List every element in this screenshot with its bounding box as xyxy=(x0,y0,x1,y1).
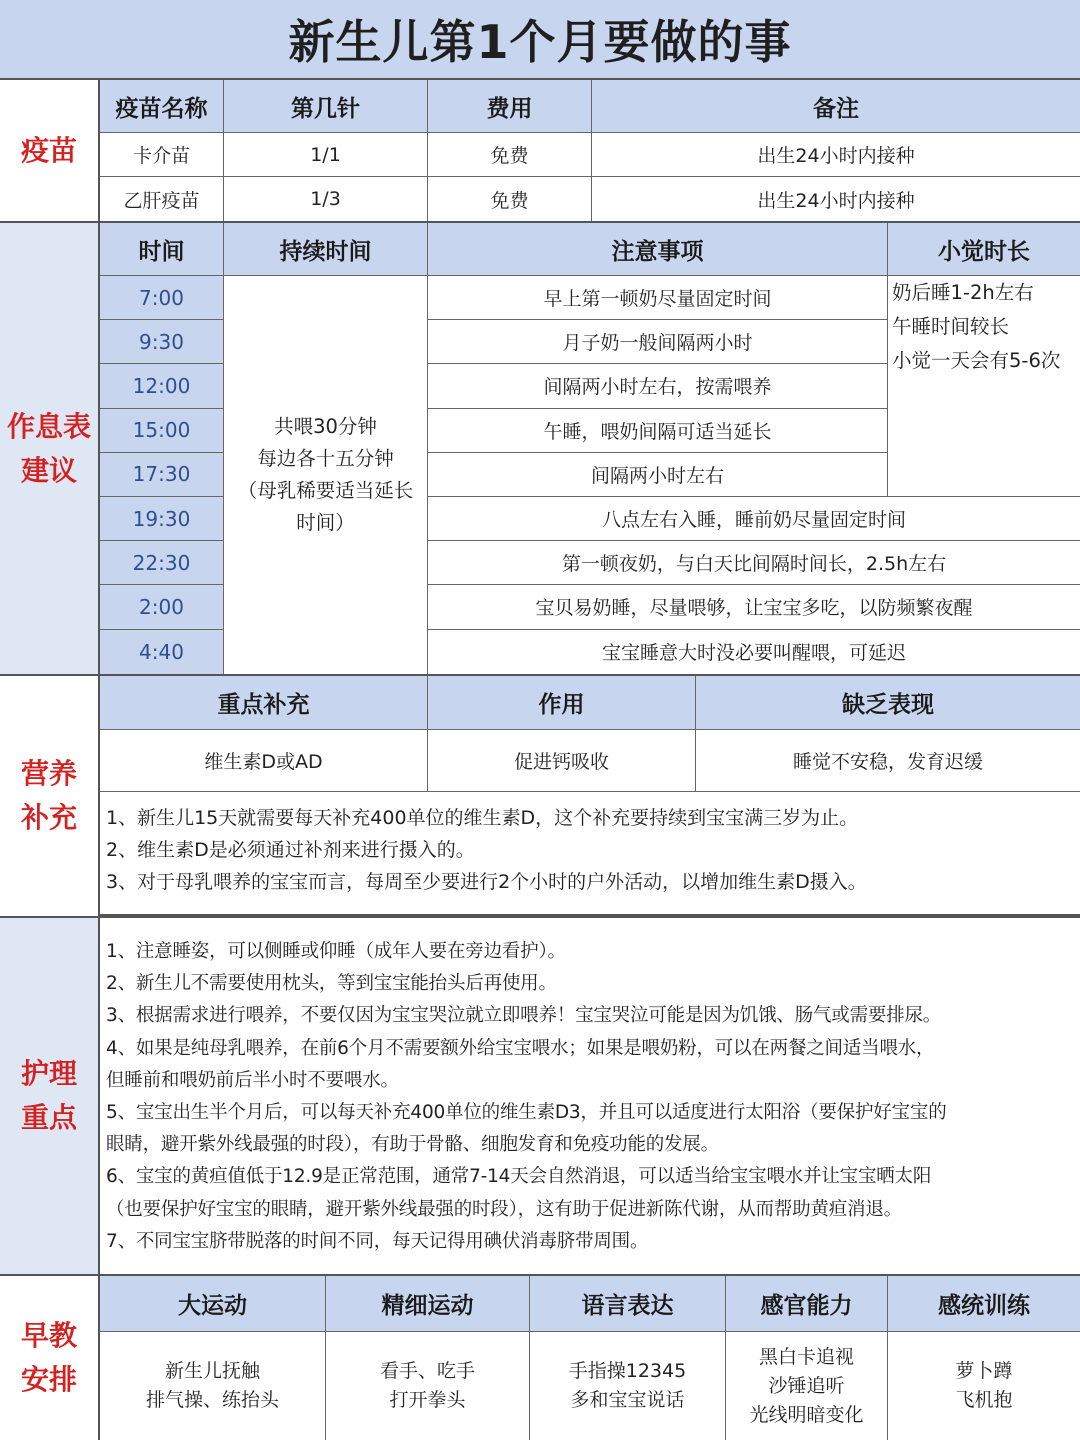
cell-line: 多和宝宝说话 xyxy=(570,1389,685,1411)
section-label-line: 作息表 xyxy=(6,409,91,443)
nutrition-header-supplement: 重点补充 xyxy=(100,676,428,730)
care-line: 7、不同宝宝脐带脱落的时间不同，每天记得用碘伏消毒脐带周围。 xyxy=(106,1230,649,1252)
cell-line: 手指操12345 xyxy=(568,1360,687,1382)
nutrition-header-effect: 作用 xyxy=(428,676,696,730)
care-line: 4、如果是纯母乳喂养，在前6个月不需要额外给宝宝喂水；如果是喂奶粉，可以在两餐之间适当喂水， xyxy=(106,1037,935,1059)
care-line: 3、根据需求进行喂养，不要仅因为宝宝哭泣就立即喂养！宝宝哭泣可能是因为饥饿、肠气或需要排尿。 xyxy=(106,1005,942,1027)
table-cell: 免费 xyxy=(428,177,592,221)
vaccine-header-dose: 第几针 xyxy=(224,80,428,133)
section-label-nutrition xyxy=(0,676,100,916)
early-edu-cell xyxy=(888,1332,1080,1440)
table-cell: 维生素D或AD xyxy=(100,730,428,792)
schedule-note: 八点左右入睡，睡前奶尽量固定时间 xyxy=(428,497,1080,541)
schedule-time: 15:00 xyxy=(100,409,224,453)
section-label-care xyxy=(0,918,100,1274)
schedule-note: 午睡，喂奶间隔可适当延长 xyxy=(428,409,888,453)
table-cell: 促进钙吸收 xyxy=(428,730,696,792)
schedule-time: 19:30 xyxy=(100,497,224,541)
schedule-time: 4:40 xyxy=(100,630,224,674)
schedule-note: 第一顿夜奶，与白天比间隔时间长，2.5h左右 xyxy=(428,541,1080,585)
schedule-note: 间隔两小时左右 xyxy=(428,453,888,497)
cell-line: 看手、吃手 xyxy=(379,1360,475,1382)
schedule-time: 9:30 xyxy=(100,320,224,364)
schedule-header-nap: 小觉时长 xyxy=(888,223,1080,276)
cell-line: 飞机抱 xyxy=(955,1389,1013,1411)
schedule-duration-cell xyxy=(224,276,428,674)
schedule-header-time: 时间 xyxy=(100,223,224,276)
section-label-line: 护理 xyxy=(20,1057,77,1090)
cell-line: 黑白卡追视 xyxy=(758,1345,854,1368)
early-edu-header: 感统训练 xyxy=(888,1276,1080,1332)
schedule-header-notes: 注意事项 xyxy=(428,223,888,276)
schedule-header-duration: 持续时间 xyxy=(224,223,428,276)
nap-line: 午睡时间较长 xyxy=(892,315,1010,338)
nutrition-table xyxy=(100,676,1080,792)
page-title: 新生儿第1个月要做的事 xyxy=(0,0,1080,78)
schedule-note: 间隔两小时左右，按需喂养 xyxy=(428,364,888,408)
early-edu-table xyxy=(100,1276,1080,1440)
nutrition-header-deficiency: 缺乏表现 xyxy=(696,676,1080,730)
section-label-line: 早教 xyxy=(20,1319,77,1352)
schedule-nap-cell xyxy=(888,276,1080,497)
schedule-table xyxy=(100,223,1080,674)
vaccine-header-note: 备注 xyxy=(592,80,1080,133)
duration-line: 每边各十五分钟 xyxy=(257,446,394,470)
table-cell: 免费 xyxy=(428,133,592,177)
care-line: （也要保护好宝宝的眼睛，避开紫外线最强的时段），这有助于促进新陈代谢，从而帮助黄疸消退。 xyxy=(106,1198,902,1220)
vaccine-header-name: 疫苗名称 xyxy=(100,80,224,133)
section-label-line: 补充 xyxy=(20,801,77,834)
section-label-line: 疫苗 xyxy=(20,133,77,167)
cell-line: 沙锤追听 xyxy=(768,1374,845,1397)
early-edu-cell xyxy=(326,1332,530,1440)
note-line: 2、维生素D是必须通过补剂来进行摄入的。 xyxy=(106,839,475,861)
section-label-line: 安排 xyxy=(20,1363,77,1396)
section-label-line: 建议 xyxy=(20,453,77,487)
vaccine-table xyxy=(100,80,1080,221)
early-edu-header: 大运动 xyxy=(100,1276,326,1332)
schedule-time: 7:00 xyxy=(100,276,224,320)
schedule-note: 宝贝易奶睡，尽量喂够，让宝宝多吃，以防频繁夜醒 xyxy=(428,585,1080,629)
care-line: 2、新生儿不需要使用枕头，等到宝宝能抬头后再使用。 xyxy=(106,973,557,995)
section-label-line: 重点 xyxy=(20,1101,77,1134)
table-cell: 乙肝疫苗 xyxy=(100,177,224,221)
cell-line: 新生儿抚触 xyxy=(164,1360,260,1382)
table-cell: 1/1 xyxy=(224,133,428,177)
early-edu-header: 精细运动 xyxy=(326,1276,530,1332)
section-label-schedule xyxy=(0,223,100,674)
care-line: 但睡前和喂奶前后半小时不要喂水。 xyxy=(106,1069,399,1091)
table-cell: 1/3 xyxy=(224,177,428,221)
nutrition-notes xyxy=(100,792,1080,916)
section-label-line: 营养 xyxy=(20,757,77,790)
nap-line: 小觉一天会有5-6次 xyxy=(892,349,1061,372)
cell-line: 光线明暗变化 xyxy=(749,1403,864,1426)
care-line: 眼睛，避开紫外线最强的时段），有助于骨骼、细胞发育和免疫功能的发展。 xyxy=(106,1134,719,1156)
schedule-time: 17:30 xyxy=(100,453,224,497)
note-line: 3、对于母乳喂养的宝宝而言，每周至少要进行2个小时的户外活动，以增加维生素D摄入。 xyxy=(106,871,867,893)
schedule-note: 月子奶一般间隔两小时 xyxy=(428,320,888,364)
table-cell: 出生24小时内接种 xyxy=(592,177,1080,221)
care-notes xyxy=(100,918,1080,1274)
section-label-vaccine xyxy=(0,80,100,221)
schedule-time: 2:00 xyxy=(100,585,224,629)
section-label-early-edu xyxy=(0,1276,100,1440)
care-line: 6、宝宝的黄疸值低于12.9是正常范围，通常7-14天会自然消退，可以适当给宝宝喂水并让宝宝晒太阳 xyxy=(106,1166,932,1188)
note-line: 1、新生儿15天就需要每天补充400单位的维生素D，这个补充要持续到宝宝满三岁为止。 xyxy=(106,807,859,829)
table-cell: 睡觉不安稳，发育迟缓 xyxy=(696,730,1080,792)
table-cell: 卡介苗 xyxy=(100,133,224,177)
schedule-note: 早上第一顿奶尽量固定时间 xyxy=(428,276,888,320)
duration-line: 共喂30分钟 xyxy=(274,414,377,438)
table-cell: 出生24小时内接种 xyxy=(592,133,1080,177)
nap-line: 奶后睡1-2h左右 xyxy=(892,281,1034,304)
duration-line: 时间） xyxy=(296,510,355,534)
schedule-time: 12:00 xyxy=(100,364,224,408)
care-line: 1、注意睡姿，可以侧睡或仰睡（成年人要在旁边看护）。 xyxy=(106,941,566,962)
schedule-time: 22:30 xyxy=(100,541,224,585)
early-edu-header: 感官能力 xyxy=(726,1276,888,1332)
early-edu-header: 语言表达 xyxy=(530,1276,726,1332)
early-edu-cell xyxy=(530,1332,726,1440)
cell-line: 萝卜蹲 xyxy=(955,1360,1013,1382)
duration-line: （母乳稀要适当延长 xyxy=(237,478,414,502)
schedule-note: 宝宝睡意大时没必要叫醒喂，可延迟 xyxy=(428,630,1080,674)
cell-line: 打开拳头 xyxy=(389,1389,466,1411)
care-line: 5、宝宝出生半个月后，可以每天补充400单位的维生素D3，并且可以适度进行太阳浴（要保护好宝宝的 xyxy=(106,1102,947,1124)
vaccine-header-fee: 费用 xyxy=(428,80,592,133)
early-edu-cell xyxy=(726,1332,888,1440)
early-edu-cell xyxy=(100,1332,326,1440)
cell-line: 排气操、练抬头 xyxy=(145,1389,279,1411)
